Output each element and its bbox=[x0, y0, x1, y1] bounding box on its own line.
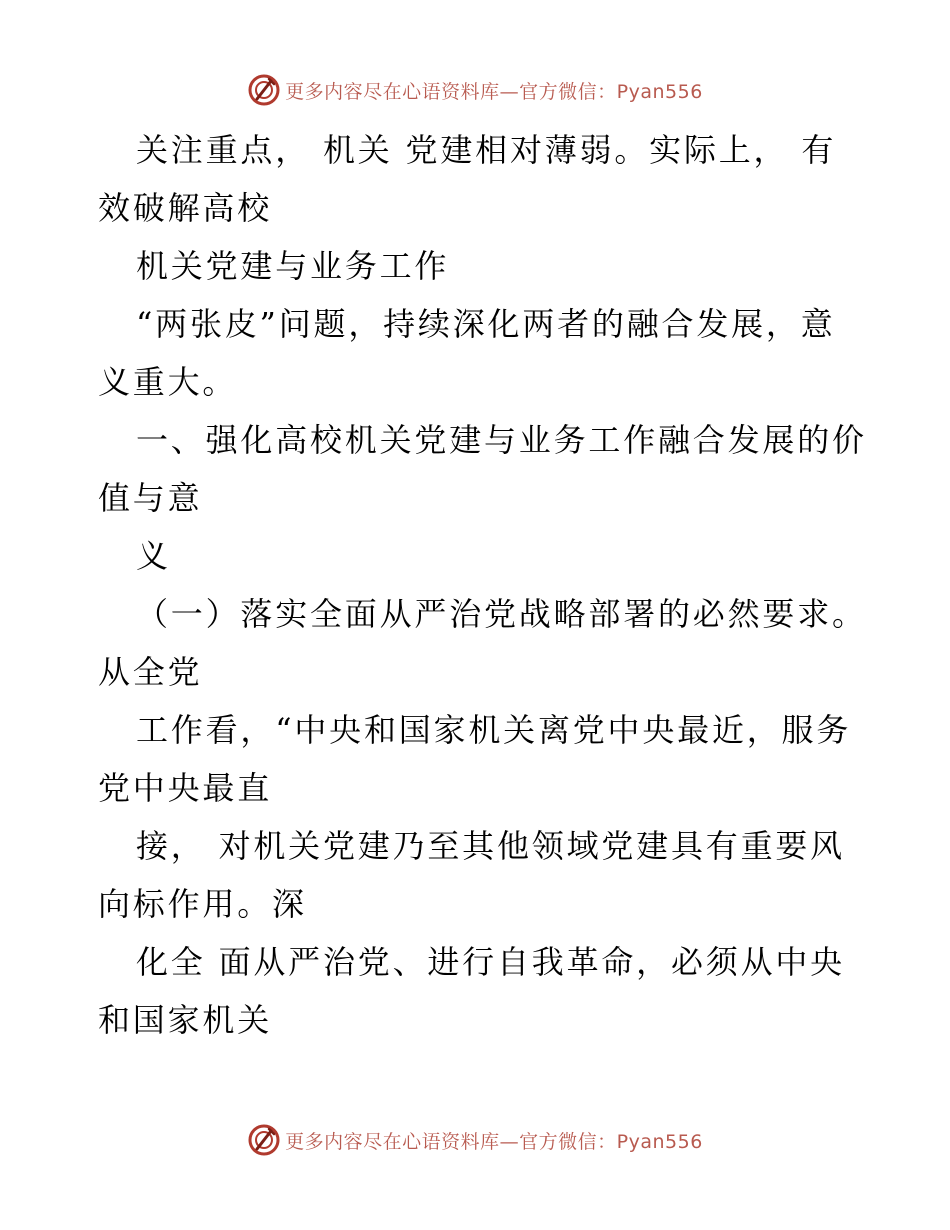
text-line: 化全 面从严治党、进行自我革命，必须从中央 bbox=[136, 943, 845, 981]
watermark-text: 更多内容尽在心语资料库—官方微信：Pyan556 bbox=[285, 1130, 703, 1153]
text-line: 义重大。 bbox=[98, 363, 238, 401]
watermark-text: 更多内容尽在心语资料库—官方微信：Pyan556 bbox=[285, 80, 703, 103]
footer-watermark bbox=[0, 1120, 950, 1160]
text-line: 和国家机关 bbox=[98, 1001, 273, 1039]
text-line: 值与意 bbox=[98, 479, 203, 517]
seal-logo-icon bbox=[247, 1123, 281, 1157]
text-line: 效破解高校 bbox=[98, 189, 273, 227]
text-line: 机关党建与业务工作 bbox=[136, 247, 450, 285]
watermark-id: Pyan556 bbox=[616, 1130, 703, 1153]
text-line: 党中央最直 bbox=[98, 769, 273, 807]
text-line: 关注重点， 机关 党建相对薄弱。实际上， 有 bbox=[136, 131, 837, 169]
document-body bbox=[98, 121, 867, 1049]
text-line: （一）落实全面从严治党战略部署的必然要求。 bbox=[136, 595, 867, 633]
text-line: 从全党 bbox=[98, 653, 203, 691]
text-line: 工作看，“中央和国家机关离党中央最近，服务 bbox=[136, 711, 852, 749]
text-line: 接， 对机关党建乃至其他领域党建具有重要风 bbox=[136, 827, 845, 865]
seal-logo-icon bbox=[247, 73, 281, 107]
text-line: “两张皮”问题，持续深化两者的融合发展，意 bbox=[136, 305, 836, 343]
text-line: 一、强化高校机关党建与业务工作融合发展的价 bbox=[136, 421, 867, 459]
text-line: 义 bbox=[136, 537, 171, 575]
header-watermark bbox=[0, 70, 950, 110]
watermark-id: Pyan556 bbox=[616, 80, 703, 103]
text-line: 向标作用。深 bbox=[98, 885, 307, 923]
